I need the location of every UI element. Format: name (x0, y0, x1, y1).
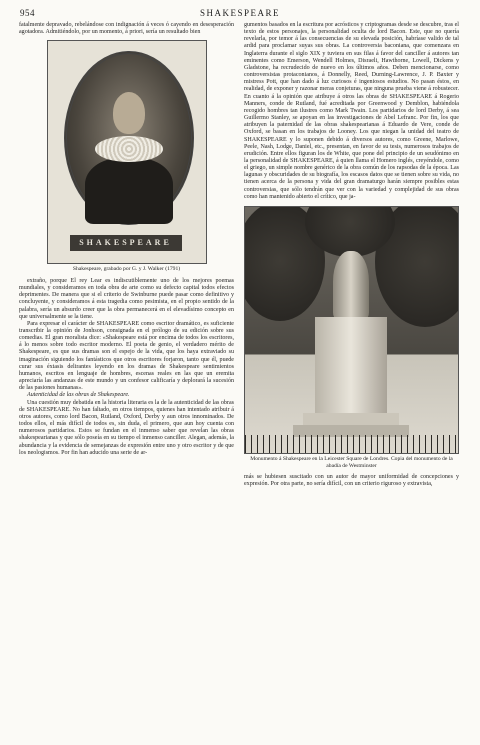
monument-plinth (315, 317, 387, 417)
left-column (19, 22, 234, 457)
paragraph: fatalmente depravado, rebelándose con indignación á veces ó cayendo en desesperación agotadora. Admitiéndolo, por un momento, á priori, sería un resultado bien (19, 22, 234, 36)
monument-caption: Monumento á Shakespeare en la Leicester Square de Londres. Copia del monumento de la abadía de Westminster (250, 455, 453, 469)
portrait-caption: Shakespeare, grabado por G. y J. Walker (1791) (72, 266, 181, 273)
monument-photo (244, 206, 459, 454)
portrait-face (113, 92, 145, 134)
paragraph: extraño, porque El rey Lear es indiscutiblemente uno de los mejores poemas mundiales, y consideramos en toda obra de arte como su defecto capital todos efectos deprimentes. De manera que si el criterio de Swinburne puede pasar como definitivo y concluyente, y consideramos á esta tragedia como pesimista, en el propio sentido de la palabra, sería un absurdo creer que la obra permanecerá en el elevadísimo concepto en que universalmente se la tiene. (19, 277, 234, 320)
paragraph: Para expresar el carácter de SHAKESPEARE como escritor dramático, es suficiente transcribir la opinión de Jonhson, consignada en el prólogo de su edición sobre sus comedias. El gran moralista dice: «Shakespeare está por encima de todos los escritores, á lo menos sobre todo escritor moderno. El poeta de genio, el verdadero mérito de Shakespeare, es que sus dramas son el espejo de la vida, que los haya extraviado su imaginación siguiendo los fantásticos que otros escritores forjaron, tanto que él, puede curar sus éxtasis delirantes leyendo en los dramas de Shakespeare sentimientos humanos, escritos en lenguaje de hombres, escenas reales en las que un eremita apreciaría las andanzas de este mundo y un confesor calificaría y deplorará la sucesión de las pasiones humanas». (19, 320, 234, 392)
page-number: 954 (20, 8, 35, 18)
section-heading: Autenticidad de las obras de Shakespeare. (27, 392, 130, 399)
iron-railing (245, 435, 458, 453)
portrait-engraving (47, 40, 207, 264)
paragraph: Una cuestión muy debatida en la historia literaria es la de la autenticidad de las obras de SHAKESPEARE. No han faltado, en otros tiempos, quienes han intentado atribuir á otros autores, como lord Bacon, Rutland, Oxford, Derby y aun otros innominados. De todos ellos, el más difícil de todos es, sin duda, el primero, que aun hoy cuenta con numerosos partidarios. Estos se fundan en el inmenso saber que revelan las obras shakespearianas y que sólo poseía en su tiempo el inmenso canciller. Alegan, además, la abundancia y la evidencia de semejanzas de expresión entre uno y otro escritor y de que los neologismos. Por fin han aducido una serie de ar- (19, 399, 234, 456)
right-column (244, 22, 459, 488)
portrait-doublet (85, 158, 173, 224)
portrait-oval (64, 51, 194, 225)
portrait-plaque: SHAKESPEARE (70, 235, 182, 251)
portrait-ruff (95, 136, 163, 162)
statue-figure (333, 251, 369, 319)
page-header (20, 8, 460, 22)
paragraph: más se hubiesen suscitado con un autor de mayor uniformidad de concepciones y expresión. Por otra parte, no sería difícil, con un criterio riguroso y extravista, (244, 474, 459, 488)
paragraph: gumentos basados en la escritura por acrósticos y criptogramas desde se descubre, tras el texto de estos personajes, la personalidad oculta de lord Bacon. Este, que no quería revelarla, por temor á las consecuencias de su elevada posición, habríase valido de tal ardid para proclamar suyas sus obras. La controversia baconiana, que comenzara en Inglaterra durante el siglo XIX y tuviera en sus filas á favor del canciller á autores tan eminentes como Emerson, Wendell Holmes, Disraeli, Hawthorne, Lowell, Dickens y Gladstone, ha recrudecido de nuevo en los últimos años. Deben mencionarse, como controversistas protaconianos, á Donnelly, Reed, Durning-Lawrence, J. P. Baxter y mistress Pott, que han dado á luz curiosos é ingeniosos estudios. No pasan éstos, en realidad, de exponer y razonar meras conjeturas, que ninguna prueba viene á robustecer. En cuanto á la opinión que atribuye á otros las obras de SHAKESPEARE á Rogerio Manners, conde de Rutland, fué acreditada por Greenwood y Demblon, habiéndola recogido hombres tan ilustres como Mark Twain. Los partidarios de lord Derby, á sea Guillermo Stanley, se apoyan en las investigaciones de Abel Lefranc. Por fin, los que atribuyen la paternidad de las obras shakespearianas á Eduardo de Vere, conde de Oxford, se basan en los trabajos de Looney. Los que niegan la unidad del teatro de SHAKESPEARE y lo suponen debido á diversos autores, como Greene, Marlowe, Peele, Nash, Lodge, Daniel, etc., presentan, en favor de su tesis, numerosos trabajos de erudición. Entre ellos figuran los de White, que pone del principio de un seudónimo en la personalidad de SHAKESPEARE, á quien llama el Homero inglés, creyéndole, como el griego, un simple nombre genérico de la obra común de los rapsodas de la época. Las lagunas y obscuridades de su biografía, los escasos datos que se tienen sobre su vida, no tienen acerca de la persona y vida del gran dramaturgo harán siempre posibles estas controversias, que sólo tendrán que ver con la variedad y complejidad de sus obras como han mantenido abierto el crítico, que ja- (244, 22, 459, 200)
running-title: SHAKESPEARE (199, 8, 280, 18)
